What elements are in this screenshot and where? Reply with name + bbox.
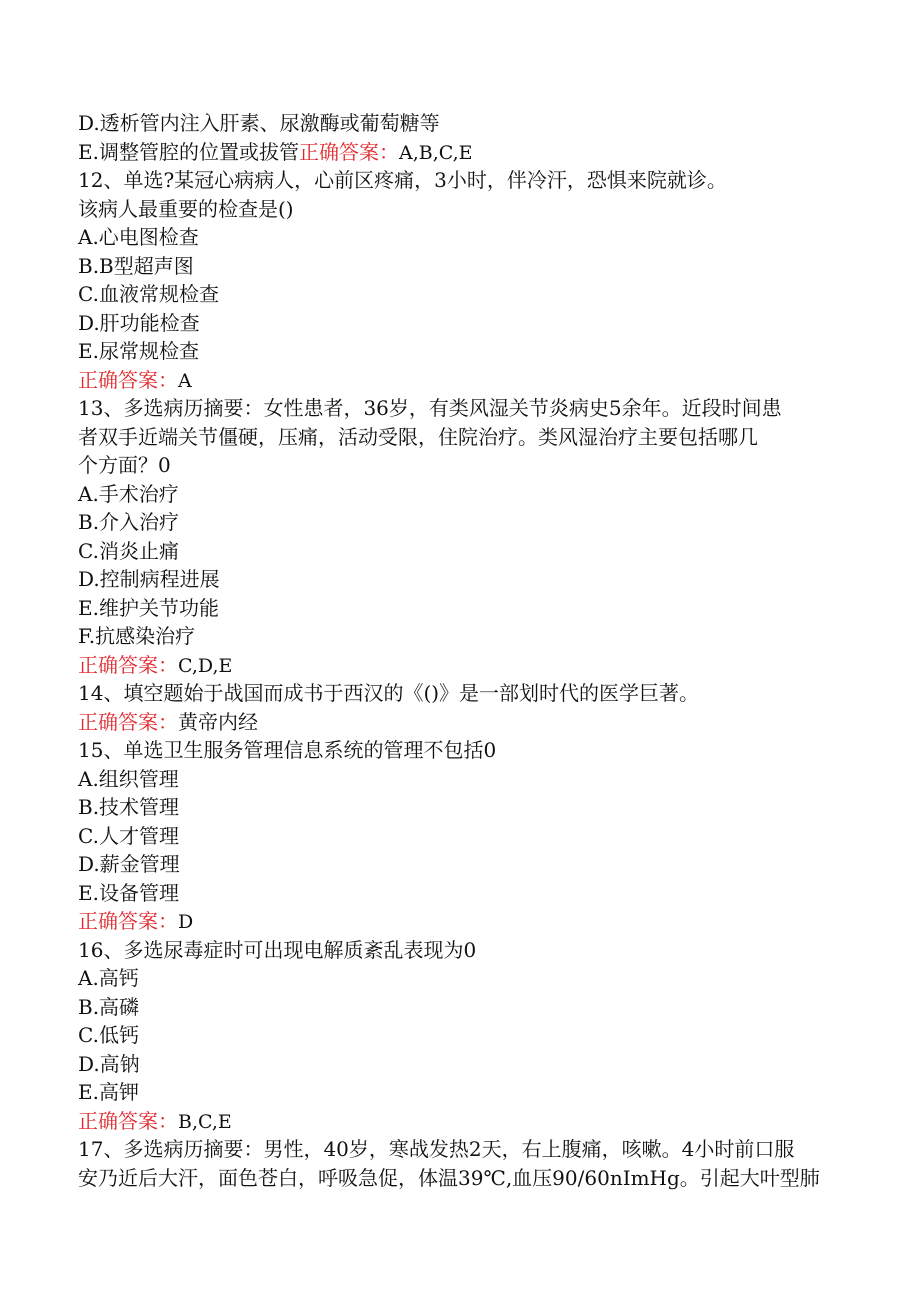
q15-option-b: B.技术管理 (78, 795, 180, 819)
q11-option-d: D.透析管内注入肝素、尿激酶或葡萄糖等 (78, 111, 440, 135)
q11-option-e-line (78, 138, 848, 167)
q15-stem-line1: 15、单选卫生服务管理信息系统的管理不包括0 (78, 738, 497, 762)
q12-option-d: D.肝功能检查 (78, 310, 200, 335)
q13-answer-value: C,D,E (178, 654, 233, 677)
q16-option-d: D.高钠 (78, 1051, 140, 1076)
q13-option-b: B.介入治疗 (78, 510, 180, 534)
q13-answer-label: 正确答案： (78, 652, 178, 677)
q17-stem-line1: 17、多选病历摘要：男性，40岁，寒战发热2天，右上腹痛，咳嗽。4小时前口服 (78, 1137, 795, 1161)
q12-answer-line (78, 366, 848, 395)
q16-answer-line (78, 1107, 848, 1136)
q13-answer-line (78, 651, 848, 680)
q12-option-a: A.心电图检查 (78, 225, 199, 249)
q14-answer-value: 黄帝内经 (178, 709, 258, 734)
q15-option-d: D.薪金管理 (78, 852, 180, 876)
q15-answer-label: 正确答案： (78, 909, 178, 933)
q17-stem-line2: 安乃近后大汗，面色苍白，呼吸急促，体温39℃,血压90/60nImHg。引起大叶型肺 (78, 1165, 820, 1190)
q12-option-b: B.B型超声图 (78, 253, 194, 278)
q16-answer-label: 正确答案： (78, 1108, 178, 1133)
q12-option-e: E.尿常规检查 (78, 339, 199, 363)
q13-option-a: A.手术治疗 (78, 481, 179, 506)
q11-option-e: E.调整管腔的位置或拔管 (78, 139, 299, 164)
q14-answer-line (78, 708, 848, 737)
q16-option-c: C.低钙 (78, 1023, 139, 1047)
q11-answer-label: 正确答案： (298, 139, 399, 164)
q12-stem-line2: 该病人最重要的检查是() (78, 196, 294, 221)
q13-option-d: D.控制病程进展 (78, 567, 220, 591)
q13-stem-line3: 个方面？0 (78, 453, 171, 477)
q14-answer-label: 正确答案： (78, 709, 178, 734)
q13-option-e: E.维护关节功能 (78, 595, 219, 620)
q15-option-a: A.组织管理 (78, 766, 179, 791)
q15-option-c: C.人才管理 (78, 823, 179, 848)
q13-option-f: F.抗感染治疗 (78, 624, 196, 648)
document-page (78, 109, 848, 1192)
q15-answer-value: D (178, 911, 194, 933)
q16-stem-line1: 16、多选尿毒症时可出现电解质紊乱表现为0 (78, 937, 477, 962)
q12-answer-label: 正确答案： (78, 367, 178, 392)
q13-stem-line1: 13、多选病历摘要：女性患者，36岁，有类风湿关节炎病史5余年。近段时间患 (78, 396, 782, 420)
q16-option-a: A.高钙 (78, 966, 139, 990)
q13-stem-line2: 者双手近端关节僵硬，压痛，活动受限，住院治疗。类风湿治疗主要包括哪几 (78, 424, 758, 449)
q12-stem-line1: 12、单选?某冠心病病人，心前区疼痛，3小时，伴冷汗，恐惧来院就诊。 (78, 168, 727, 192)
q16-option-e: E.高钾 (78, 1080, 139, 1104)
q16-option-b: B.高磷 (78, 994, 140, 1019)
q15-option-e: E.设备管理 (78, 880, 179, 905)
q13-option-c: C.消炎止痛 (78, 538, 179, 563)
q12-answer-value: A (178, 369, 192, 392)
q15-answer-line (78, 907, 848, 936)
q12-option-c: C.血液常规检查 (78, 282, 219, 306)
q11-answer-value: A,B,C,E (398, 141, 473, 164)
q14-stem-line1: 14、填空题始于战国而成书于西汉的《()》是一部划时代的医学巨著。 (78, 681, 700, 705)
q16-answer-value: B,C,E (178, 1110, 232, 1133)
